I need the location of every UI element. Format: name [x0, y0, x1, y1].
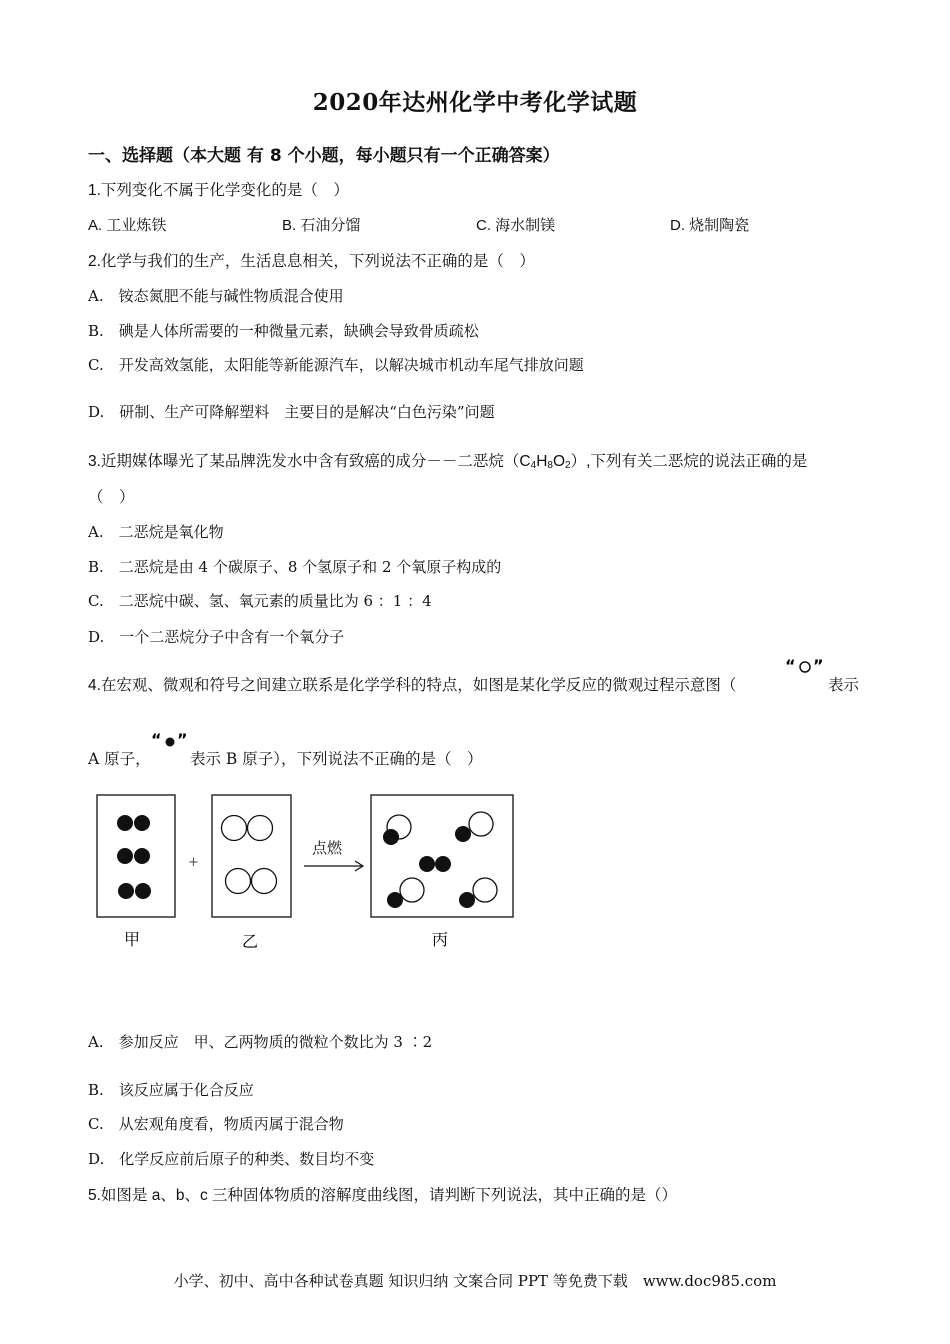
- svg-text:”: ”: [177, 730, 188, 749]
- q4-stem-atom-a: A 原子，: [88, 750, 151, 768]
- page-title: 2020年达州化学中考化学试题: [312, 89, 638, 116]
- atom-b-symbol-icon: [150, 729, 190, 753]
- q4-option-c: C. 从宏观角度看，物质丙属于混合物: [88, 1115, 344, 1133]
- q3-option-c: C. 二恶烷中碳、氢、氧元素的质量比为 6 ：1 ：4: [88, 592, 432, 610]
- arrow-label: 点燃: [312, 839, 343, 857]
- q3-option-a: A. 二恶烷是氧化物: [88, 523, 224, 541]
- atom-a-symbol-icon: [784, 655, 828, 681]
- q4-option-b: B. 该反应属于化合反应: [88, 1081, 254, 1099]
- q4-stem-line2: 表示 B 原子），下列说法不正确的是（ ）: [190, 750, 483, 768]
- q3-stem-paren: （ ）: [88, 488, 135, 506]
- label-yi: 乙: [241, 932, 259, 951]
- q4-option-a: A. 参加反应 甲、乙两物质的微粒个数比为 3 ∶2: [88, 1033, 433, 1051]
- section-heading: 一、选择题（本大题 有 8 个小题，每小题只有一个正确答案）: [88, 146, 560, 166]
- q3-option-b: B. 二恶烷是由 4 个碳原子、8 个氢原子和 2 个氧原子构成的: [88, 558, 502, 576]
- plus-sign: +: [188, 855, 199, 870]
- q3-formula-c-sub: 4: [530, 460, 537, 471]
- q1-option-c: C. 海水制镁: [476, 217, 556, 234]
- label-bing: 丙: [431, 930, 449, 949]
- page-footer: 小学、初中、高中各种试卷真题 知识归纳 文案合同 PPT 等免费下载 www.doc985.com: [173, 1272, 777, 1290]
- q5-stem: 5.如图是 a、b、c 三种固体物质的溶解度曲线图，请判断下列说法，其中正确的是（）: [88, 1187, 678, 1204]
- q3-formula-o-sub: 2: [565, 460, 571, 471]
- q3-formula-o: O: [552, 453, 566, 470]
- q4-stem-line1: 4.在宏观、微观和符号之间建立联系是化学学科的特点，如图是某化学反应的微观过程示意图（: [88, 677, 737, 694]
- q1-option-b: B. 石油分馏: [282, 217, 361, 234]
- q3-formula-h-sub: 8: [547, 460, 553, 471]
- q1-option-d: D. 烧制陶瓷: [670, 217, 750, 234]
- q2-stem: 2.化学与我们的生产，生活息息相关，下列说法不正确的是（ ）: [88, 253, 535, 270]
- q1-option-a: A. 工业炼铁: [88, 217, 167, 234]
- box-bing: [371, 795, 513, 917]
- q4-option-d: D. 化学反应前后原子的种类、数目均不变: [88, 1150, 375, 1168]
- q3-stem: [88, 449, 807, 471]
- reaction-diagram: [90, 790, 530, 960]
- q2-option-d: D. 研制、生产可降解塑料 主要目的是解决“白色污染”问题: [88, 403, 495, 421]
- q2-option-a: A. 铵态氮肥不能与碱性物质混合使用: [88, 287, 344, 305]
- svg-text:“: “: [785, 656, 796, 675]
- q3-stem-part1: 3.近期媒体曝光了某品牌洗发水中含有致癌的成分－－二恶烷（C: [88, 453, 531, 470]
- svg-text:”: ”: [813, 656, 824, 675]
- label-jia: 甲: [123, 930, 141, 949]
- svg-text:“: “: [151, 730, 162, 749]
- reaction-arrow: [304, 861, 363, 871]
- q1-stem: 1.下列变化不属于化学变化的是（ ）: [88, 182, 349, 199]
- q3-formula-h: H: [536, 453, 548, 470]
- q2-option-c: C. 开发高效氢能，太阳能等新能源汽车，以解决城市机动车尾气排放问题: [88, 356, 584, 374]
- q3-stem-part2: ）,下列有关二恶烷的说法正确的是: [570, 453, 808, 470]
- q3-option-d: D. 一个二恶烷分子中含有一个氧分子: [88, 628, 345, 646]
- q4-stem-represents: 表示: [828, 676, 860, 694]
- q2-option-b: B. 碘是人体所需要的一种微量元素，缺碘会导致骨质疏松: [88, 322, 479, 340]
- box-yi: [212, 795, 291, 917]
- box-jia: [97, 795, 175, 917]
